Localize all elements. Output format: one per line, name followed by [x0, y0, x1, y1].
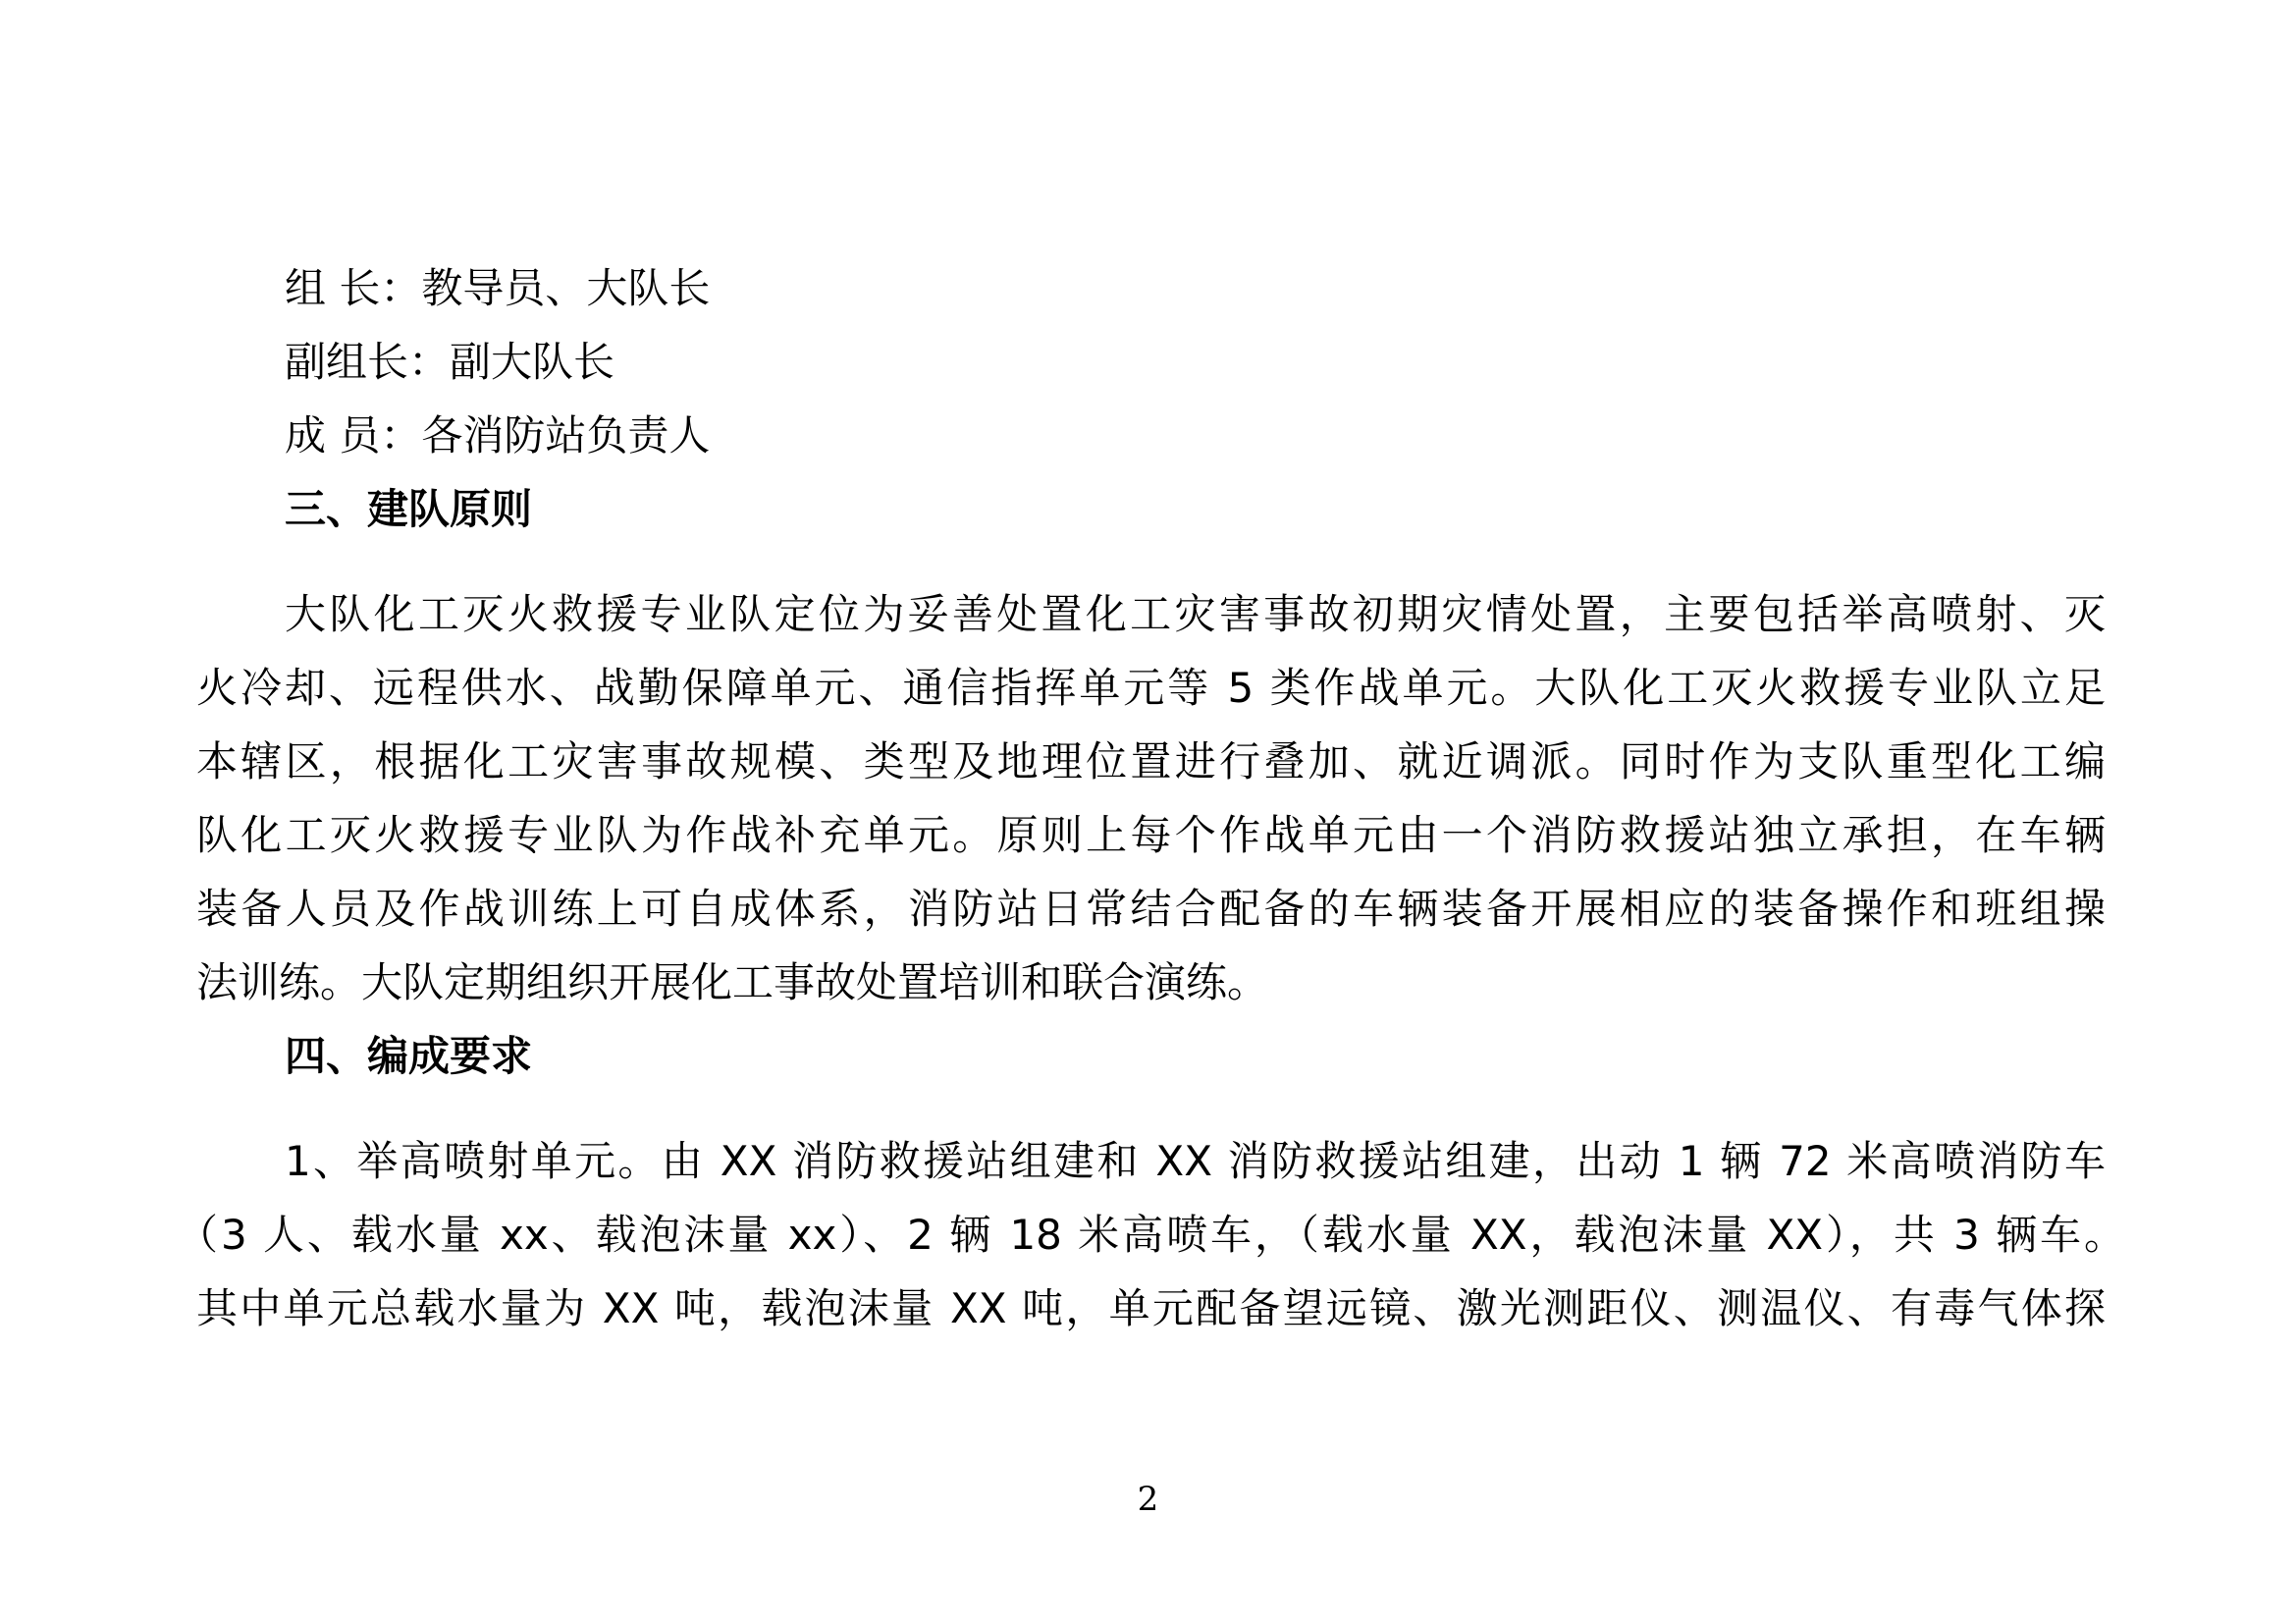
- paragraph-line: （3 人、载水量 xx、载泡沫量 xx）、2 辆 18 米高喷车，（载水量 XX，载泡沫量 XX），共 3 辆车。: [177, 1211, 2125, 1259]
- leader-line: 组 长：教导员、大队长: [285, 264, 711, 312]
- page-number: 2: [1137, 1480, 1159, 1519]
- paragraph-line: 法训练。大队定期组织开展化工事故处置培训和联合演练。: [196, 958, 1269, 1006]
- paragraph-line: 队化工灭火救援专业队为作战补充单元。原则上每个作战单元由一个消防救援站独立承担，在车辆: [196, 811, 2106, 859]
- deputy-leader-line: 副组长：副大队长: [285, 338, 615, 386]
- paragraph-line: 装备人员及作战训练上可自成体系，消防站日常结合配备的车辆装备开展相应的装备操作和班组操: [196, 885, 2106, 933]
- section-heading-composition: 四、编成要求: [285, 1032, 533, 1080]
- section-heading-principles: 三、建队原则: [285, 485, 533, 533]
- paragraph-line: 本辖区，根据化工灾害事故规模、类型及地理位置进行叠加、就近调派。同时作为支队重型化工编: [196, 737, 2106, 785]
- paragraph-line: 火冷却、远程供水、战勤保障单元、通信指挥单元等 5 类作战单元。大队化工灭火救援专业队立足: [196, 664, 2106, 712]
- paragraph-line: 1、举高喷射单元。由 XX 消防救援站组建和 XX 消防救援站组建，出动 1 辆 72 米高喷消防车: [285, 1137, 2106, 1185]
- paragraph-line: 大队化工灭火救援专业队定位为妥善处置化工灾害事故初期灾情处置，主要包括举高喷射、灭: [285, 590, 2106, 638]
- paragraph-line: 其中单元总载水量为 XX 吨，载泡沫量 XX 吨，单元配备望远镜、激光测距仪、测温仪、有毒气体探: [196, 1284, 2106, 1332]
- members-line: 成 员：各消防站负责人: [285, 411, 711, 460]
